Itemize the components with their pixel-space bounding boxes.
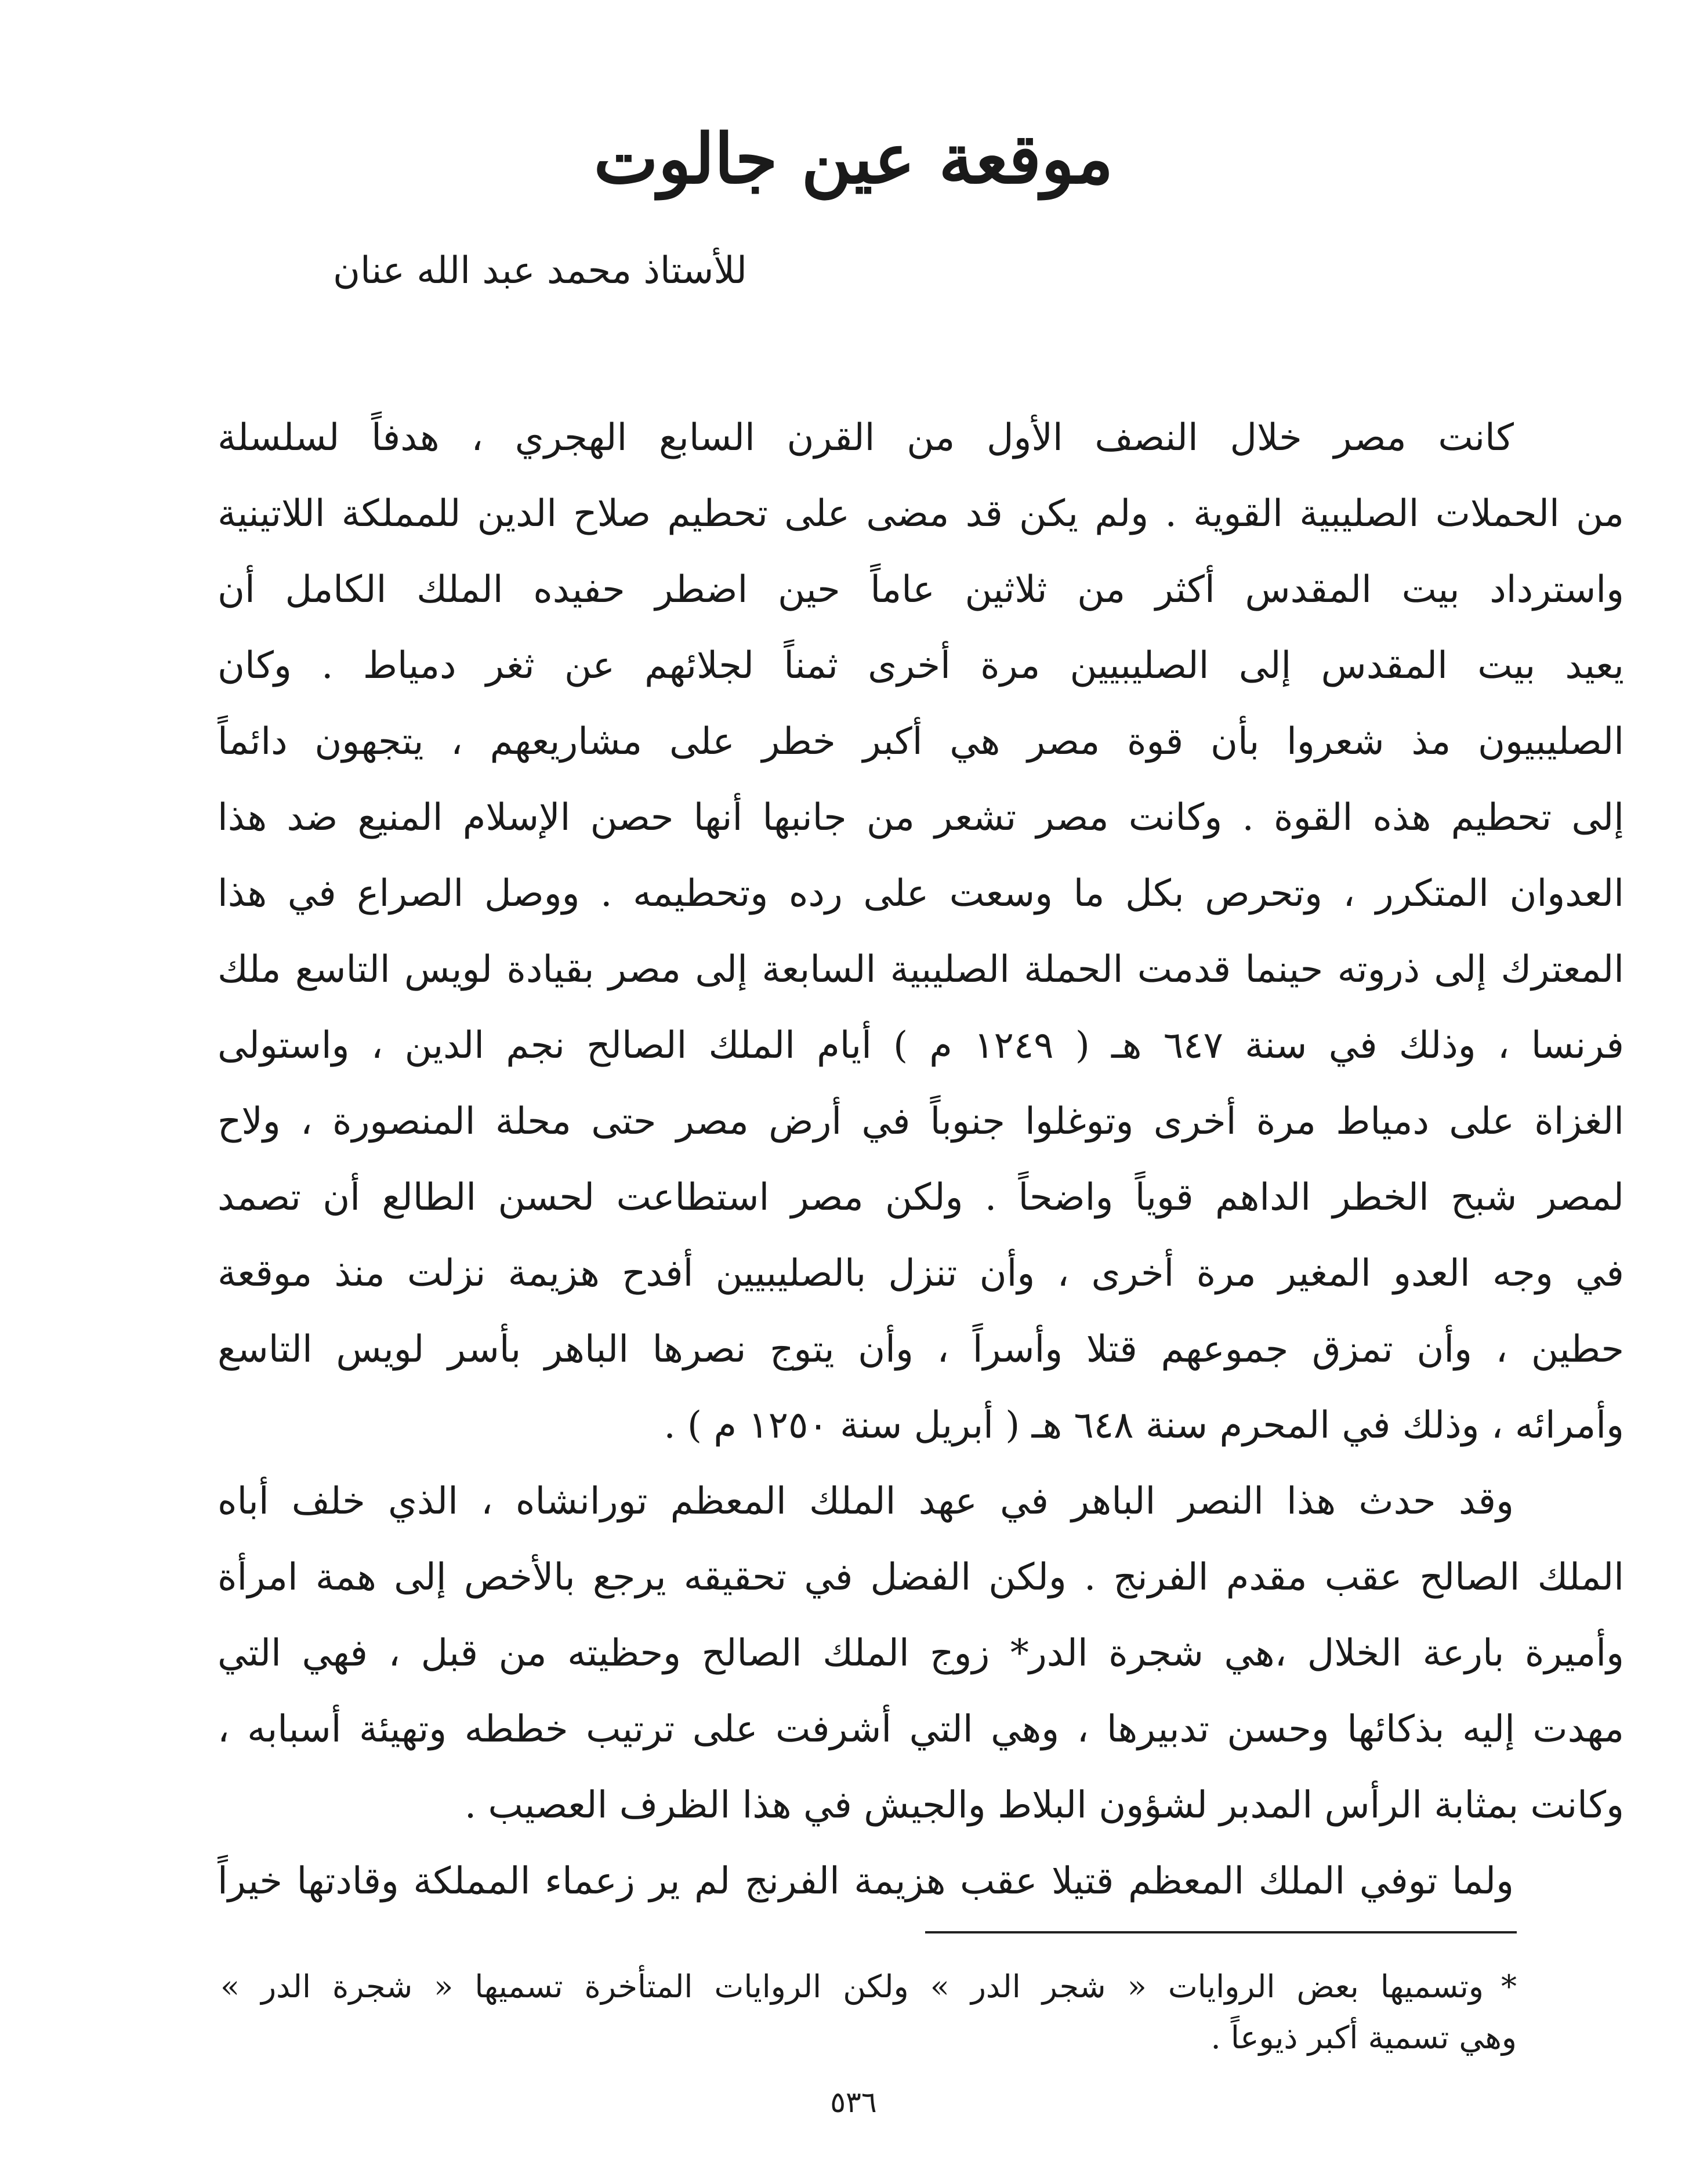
text-line: وكانت بمثابة الرأس المدبر لشؤون البلاط والجيش في هذا الظرف العصيب .: [464, 1784, 1624, 1827]
footnote: [220, 1961, 1517, 2063]
text-line: المعترك إلى ذروته حينما قدمت الحملة الصليبية السابعة إلى مصر بقيادة لويس التاسع ملك: [218, 948, 1624, 991]
text-line: حطين ، وأن تمزق جموعهم قتلا وأسراً ، وأن يتوج نصرها الباهر بأسر لويس التاسع: [218, 1328, 1624, 1371]
text-line: لمصر شبح الخطر الداهم قوياً واضحاً . ولكن مصر استطاعت لحسن الطالع أن تصمد: [218, 1176, 1624, 1219]
text-line: وقد حدث هذا النصر الباهر في عهد الملك المعظم تورانشاه ، الذي خلف أباه: [218, 1480, 1514, 1523]
text-line: في وجه العدو المغير مرة أخرى ، وأن تنزل بالصليبيين أفدح هزيمة نزلت منذ موقعة: [218, 1252, 1624, 1295]
footnote-line: [220, 1961, 1517, 2012]
text-line: وأمرائه ، وذلك في المحرم سنة ٦٤٨ هـ ( أبريل سنة ١٢٥٠ م ) .: [664, 1404, 1624, 1447]
text-line: واسترداد بيت المقدس أكثر من ثلاثين عاماً حين اضطر حفيده الملك الكامل أن: [218, 568, 1624, 611]
article-body: [218, 400, 1624, 1920]
page-number: ٥٣٦: [830, 2085, 877, 2119]
text-line: ولما توفي الملك المعظم قتيلا عقب هزيمة الفرنج لم ير زعماء المملكة وقادتها خيراً: [218, 1860, 1514, 1903]
article-title: موقعة عين جالوت: [593, 118, 1114, 199]
text-line: مهدت إليه بذكائها وحسن تدبيرها ، وهي التي أشرفت على ترتيب خططه وتهيئة أسبابه ،: [218, 1708, 1624, 1751]
footnote-line: وهي تسمية أكبر ذيوعاً .: [1211, 2019, 1517, 2056]
text-line: يعيد بيت المقدس إلى الصليبيين مرة أخرى ثمناً لجلائهم عن ثغر دمياط . وكان: [218, 644, 1624, 687]
paragraph-1: [218, 400, 1624, 1464]
footnote-divider: [925, 1931, 1517, 1933]
article-author: للأستاذ محمد عبد الله عنان: [332, 249, 747, 292]
footnote-text: وتسميها بعض الروايات « شجر الدر » ولكن الروايات المتأخرة تسميها « شجرة الدر »: [220, 1968, 1484, 2005]
text-line: فرنسا ، وذلك في سنة ٦٤٧ هـ ( ١٢٤٩ م ) أيام الملك الصالح نجم الدين ، واستولى: [218, 1024, 1624, 1067]
text-line: وأميرة بارعة الخلال ،هي شجرة الدر* زوج الملك الصالح وحظيته من قبل ، فهي التي: [218, 1632, 1624, 1675]
text-line: الصليبيون مذ شعروا بأن قوة مصر هي أكبر خطر على مشاريعهم ، يتجهون دائماً: [218, 720, 1624, 763]
text-line: الملك الصالح عقب مقدم الفرنج . ولكن الفضل في تحقيقه يرجع بالأخص إلى همة امرأة: [218, 1556, 1624, 1599]
paragraph-3: [218, 1844, 1624, 1920]
text-line: إلى تحطيم هذه القوة . وكانت مصر تشعر من جانبها أنها حصن الإسلام المنيع ضد هذا: [218, 796, 1624, 839]
text-line: كانت مصر خلال النصف الأول من القرن السابع الهجري ، هدفاً لسلسلة: [218, 416, 1514, 459]
text-line: الغزاة على دمياط مرة أخرى وتوغلوا جنوباً في أرض مصر حتى محلة المنصورة ، ولاح: [218, 1100, 1624, 1143]
text-line: العدوان المتكرر ، وتحرص بكل ما وسعت على رده وتحطيمه . ووصل الصراع في هذا: [218, 872, 1624, 915]
text-line: من الحملات الصليبية القوية . ولم يكن قد مضى على تحطيم صلاح الدين للمملكة اللاتينية: [218, 492, 1624, 535]
footnote-marker: *: [1501, 1968, 1517, 2005]
paragraph-2: [218, 1464, 1624, 1844]
